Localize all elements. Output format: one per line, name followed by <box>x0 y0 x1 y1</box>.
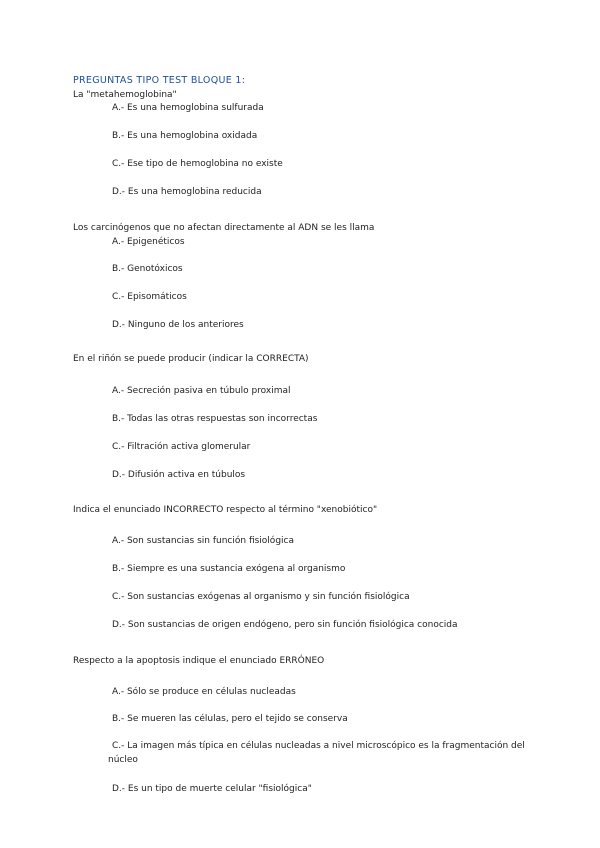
question-2-option-b: B.- Genotóxicos <box>112 264 183 274</box>
question-1: La "metahemoglobina" <box>73 90 177 100</box>
question-5-option-a: A.- Sólo se produce en células nucleadas <box>112 687 296 697</box>
question-1-option-d: D.- Es una hemoglobina reducida <box>112 187 262 197</box>
question-4-option-a: A.- Son sustancias sin función fisiológica <box>112 536 294 546</box>
question-3-option-a: A.- Secreción pasiva en túbulo proximal <box>112 386 291 396</box>
section-heading: PREGUNTAS TIPO TEST BLOQUE 1: <box>73 75 246 86</box>
question-4-option-b: B.- Siempre es una sustancia exógena al organismo <box>112 564 346 574</box>
question-5: Respecto a la apoptosis indique el enunciado ERRÓNEO <box>73 656 325 666</box>
question-5-option-d: D.- Es un tipo de muerte celular "fisiológica" <box>112 784 312 794</box>
question-1-option-c: C.- Ese tipo de hemoglobina no existe <box>112 159 283 169</box>
question-3-option-b: B.- Todas las otras respuestas son incorrectas <box>112 414 318 424</box>
question-4-option-c: C.- Son sustancias exógenas al organismo y sin función fisiológica <box>112 592 410 602</box>
question-1-option-a: A.- Es una hemoglobina sulfurada <box>112 103 264 113</box>
question-3: En el riñón se puede producir (indicar la CORRECTA) <box>73 354 309 364</box>
question-5-option-b: B.- Se mueren las células, pero el tejido se conserva <box>112 714 348 724</box>
question-4-option-d: D.- Son sustancias de origen endógeno, pero sin función fisiológica conocida <box>112 620 458 630</box>
question-4: Indica el enunciado INCORRECTO respecto al término "xenobiótico" <box>73 505 378 515</box>
question-3-option-d: D.- Difusión activa en túbulos <box>112 470 246 480</box>
question-3-option-c: C.- Filtración activa glomerular <box>112 442 251 452</box>
question-1-option-b: B.- Es una hemoglobina oxidada <box>112 131 258 141</box>
question-2-option-a: A.- Epigenéticos <box>112 237 185 247</box>
question-5-option-c: C.- La imagen más típica en células nucleadas a nivel microscópico es la fragmentación del núcleo <box>108 741 525 765</box>
question-2-option-d: D.- Ninguno de los anteriores <box>112 320 244 330</box>
question-2-option-c: C.- Episomáticos <box>112 292 187 302</box>
question-2: Los carcinógenos que no afectan directamente al ADN se les llama <box>73 223 375 233</box>
